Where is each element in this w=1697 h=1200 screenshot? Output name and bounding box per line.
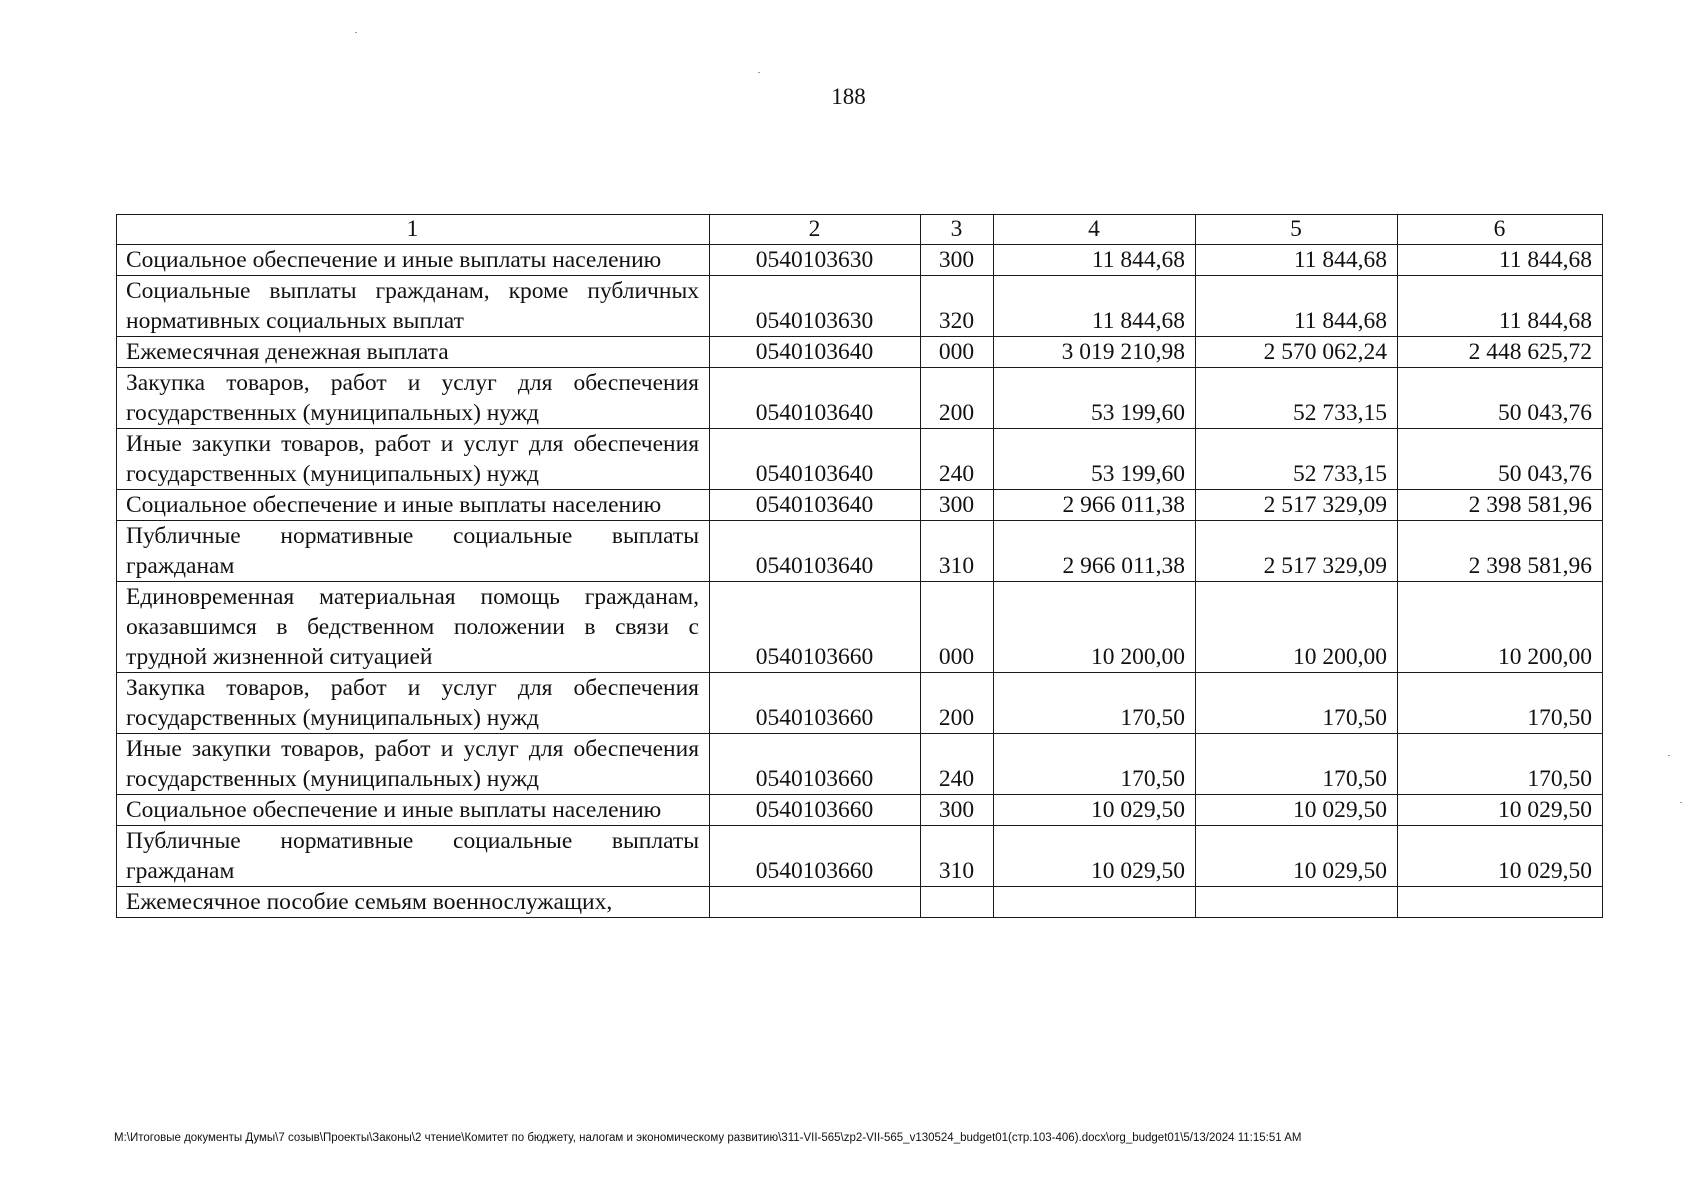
table-row — [117, 521, 1603, 582]
amount-column-6: 11 844,68 — [1398, 245, 1603, 276]
expense-type-code: 240 — [921, 734, 994, 795]
row-name: Единовременная материальная помощь гражданам, оказавшимся в бедственном положении в связи с трудной жизненной ситуацией — [117, 582, 710, 673]
table-row — [117, 368, 1603, 429]
table-row — [117, 245, 1603, 276]
row-name: Иные закупки товаров, работ и услуг для обеспечения государственных (муниципальных) нужд — [117, 429, 710, 490]
amount-column-6: 50 043,76 — [1398, 429, 1603, 490]
amount-column-6: 170,50 — [1398, 734, 1603, 795]
amount-column-4: 11 844,68 — [994, 276, 1196, 337]
amount-column-4: 10 029,50 — [994, 826, 1196, 887]
expense-type-code: 320 — [921, 276, 994, 337]
scan-speck — [355, 32, 357, 33]
table-row — [117, 429, 1603, 490]
expense-type-code: 300 — [921, 490, 994, 521]
row-name: Социальное обеспечение и иные выплаты населению — [117, 245, 710, 276]
target-article-code: 0540103630 — [710, 276, 921, 337]
budget-table — [116, 214, 1603, 918]
target-article-code: 0540103660 — [710, 673, 921, 734]
empty-cell — [921, 887, 994, 918]
column-header-2: 2 — [710, 215, 921, 245]
row-name: Публичные нормативные социальные выплаты гражданам — [117, 521, 710, 582]
row-name: Социальное обеспечение и иные выплаты населению — [117, 490, 710, 521]
amount-column-6: 50 043,76 — [1398, 368, 1603, 429]
amount-column-4: 10 029,50 — [994, 795, 1196, 826]
target-article-code: 0540103640 — [710, 490, 921, 521]
amount-column-6: 10 029,50 — [1398, 826, 1603, 887]
expense-type-code: 000 — [921, 582, 994, 673]
amount-column-5: 10 200,00 — [1196, 582, 1398, 673]
row-name: Ежемесячное пособие семьям военнослужащих, — [117, 887, 710, 918]
amount-column-5: 52 733,15 — [1196, 368, 1398, 429]
column-header-4: 4 — [994, 215, 1196, 245]
empty-cell — [1398, 887, 1603, 918]
table-row — [117, 490, 1603, 521]
scan-speck — [758, 72, 760, 73]
amount-column-5: 170,50 — [1196, 673, 1398, 734]
amount-column-5: 170,50 — [1196, 734, 1398, 795]
amount-column-6: 2 398 581,96 — [1398, 490, 1603, 521]
target-article-code: 0540103640 — [710, 337, 921, 368]
row-name: Социальные выплаты гражданам, кроме публичных нормативных социальных выплат — [117, 276, 710, 337]
scan-speck — [1680, 802, 1682, 803]
target-article-code: 0540103660 — [710, 795, 921, 826]
row-name: Публичные нормативные социальные выплаты гражданам — [117, 826, 710, 887]
amount-column-4: 2 966 011,38 — [994, 521, 1196, 582]
amount-column-5: 2 570 062,24 — [1196, 337, 1398, 368]
column-header-3: 3 — [921, 215, 994, 245]
amount-column-5: 2 517 329,09 — [1196, 521, 1398, 582]
amount-column-6: 170,50 — [1398, 673, 1603, 734]
table-row — [117, 337, 1603, 368]
row-name: Закупка товаров, работ и услуг для обеспечения государственных (муниципальных) нужд — [117, 368, 710, 429]
target-article-code: 0540103660 — [710, 734, 921, 795]
table-row — [117, 673, 1603, 734]
amount-column-5: 10 029,50 — [1196, 795, 1398, 826]
row-name: Ежемесячная денежная выплата — [117, 337, 710, 368]
expense-type-code: 000 — [921, 337, 994, 368]
amount-column-4: 3 019 210,98 — [994, 337, 1196, 368]
empty-cell — [994, 887, 1196, 918]
table-row-continued — [117, 887, 1603, 918]
amount-column-5: 11 844,68 — [1196, 245, 1398, 276]
column-header-1: 1 — [117, 215, 710, 245]
amount-column-6: 11 844,68 — [1398, 276, 1603, 337]
amount-column-6: 10 200,00 — [1398, 582, 1603, 673]
amount-column-4: 170,50 — [994, 734, 1196, 795]
expense-type-code: 310 — [921, 521, 994, 582]
expense-type-code: 200 — [921, 673, 994, 734]
target-article-code: 0540103660 — [710, 826, 921, 887]
amount-column-4: 53 199,60 — [994, 368, 1196, 429]
table-row — [117, 582, 1603, 673]
amount-column-6: 10 029,50 — [1398, 795, 1603, 826]
expense-type-code: 300 — [921, 795, 994, 826]
scan-speck — [1668, 755, 1670, 756]
table-row — [117, 734, 1603, 795]
amount-column-4: 170,50 — [994, 673, 1196, 734]
target-article-code: 0540103640 — [710, 429, 921, 490]
expense-type-code: 240 — [921, 429, 994, 490]
expense-type-code: 300 — [921, 245, 994, 276]
document-file-path: М:\Итоговые документы Думы\7 созыв\Проекты\Законы\2 чтение\Комитет по бюджету, налогам и экономическому развитию\311-VII-565\zp2-VII-565_v130524_budget01(стр.103-406).docx\org_budget01\5/13/2024 11:15:51 AM — [114, 1132, 1302, 1144]
empty-cell — [710, 887, 921, 918]
amount-column-4: 11 844,68 — [994, 245, 1196, 276]
amount-column-5: 2 517 329,09 — [1196, 490, 1398, 521]
column-number-row — [117, 215, 1603, 245]
column-header-6: 6 — [1398, 215, 1603, 245]
amount-column-4: 2 966 011,38 — [994, 490, 1196, 521]
target-article-code: 0540103660 — [710, 582, 921, 673]
amount-column-6: 2 448 625,72 — [1398, 337, 1603, 368]
row-name: Социальное обеспечение и иные выплаты населению — [117, 795, 710, 826]
amount-column-4: 53 199,60 — [994, 429, 1196, 490]
amount-column-5: 11 844,68 — [1196, 276, 1398, 337]
amount-column-5: 10 029,50 — [1196, 826, 1398, 887]
expense-type-code: 200 — [921, 368, 994, 429]
row-name: Закупка товаров, работ и услуг для обеспечения государственных (муниципальных) нужд — [117, 673, 710, 734]
amount-column-4: 10 200,00 — [994, 582, 1196, 673]
expense-type-code: 310 — [921, 826, 994, 887]
table-row — [117, 826, 1603, 887]
amount-column-5: 52 733,15 — [1196, 429, 1398, 490]
target-article-code: 0540103640 — [710, 521, 921, 582]
table-row — [117, 795, 1603, 826]
table-row — [117, 276, 1603, 337]
column-header-5: 5 — [1196, 215, 1398, 245]
target-article-code: 0540103640 — [710, 368, 921, 429]
page-number: 188 — [831, 84, 866, 109]
empty-cell — [1196, 887, 1398, 918]
amount-column-6: 2 398 581,96 — [1398, 521, 1603, 582]
row-name: Иные закупки товаров, работ и услуг для обеспечения государственных (муниципальных) нужд — [117, 734, 710, 795]
target-article-code: 0540103630 — [710, 245, 921, 276]
